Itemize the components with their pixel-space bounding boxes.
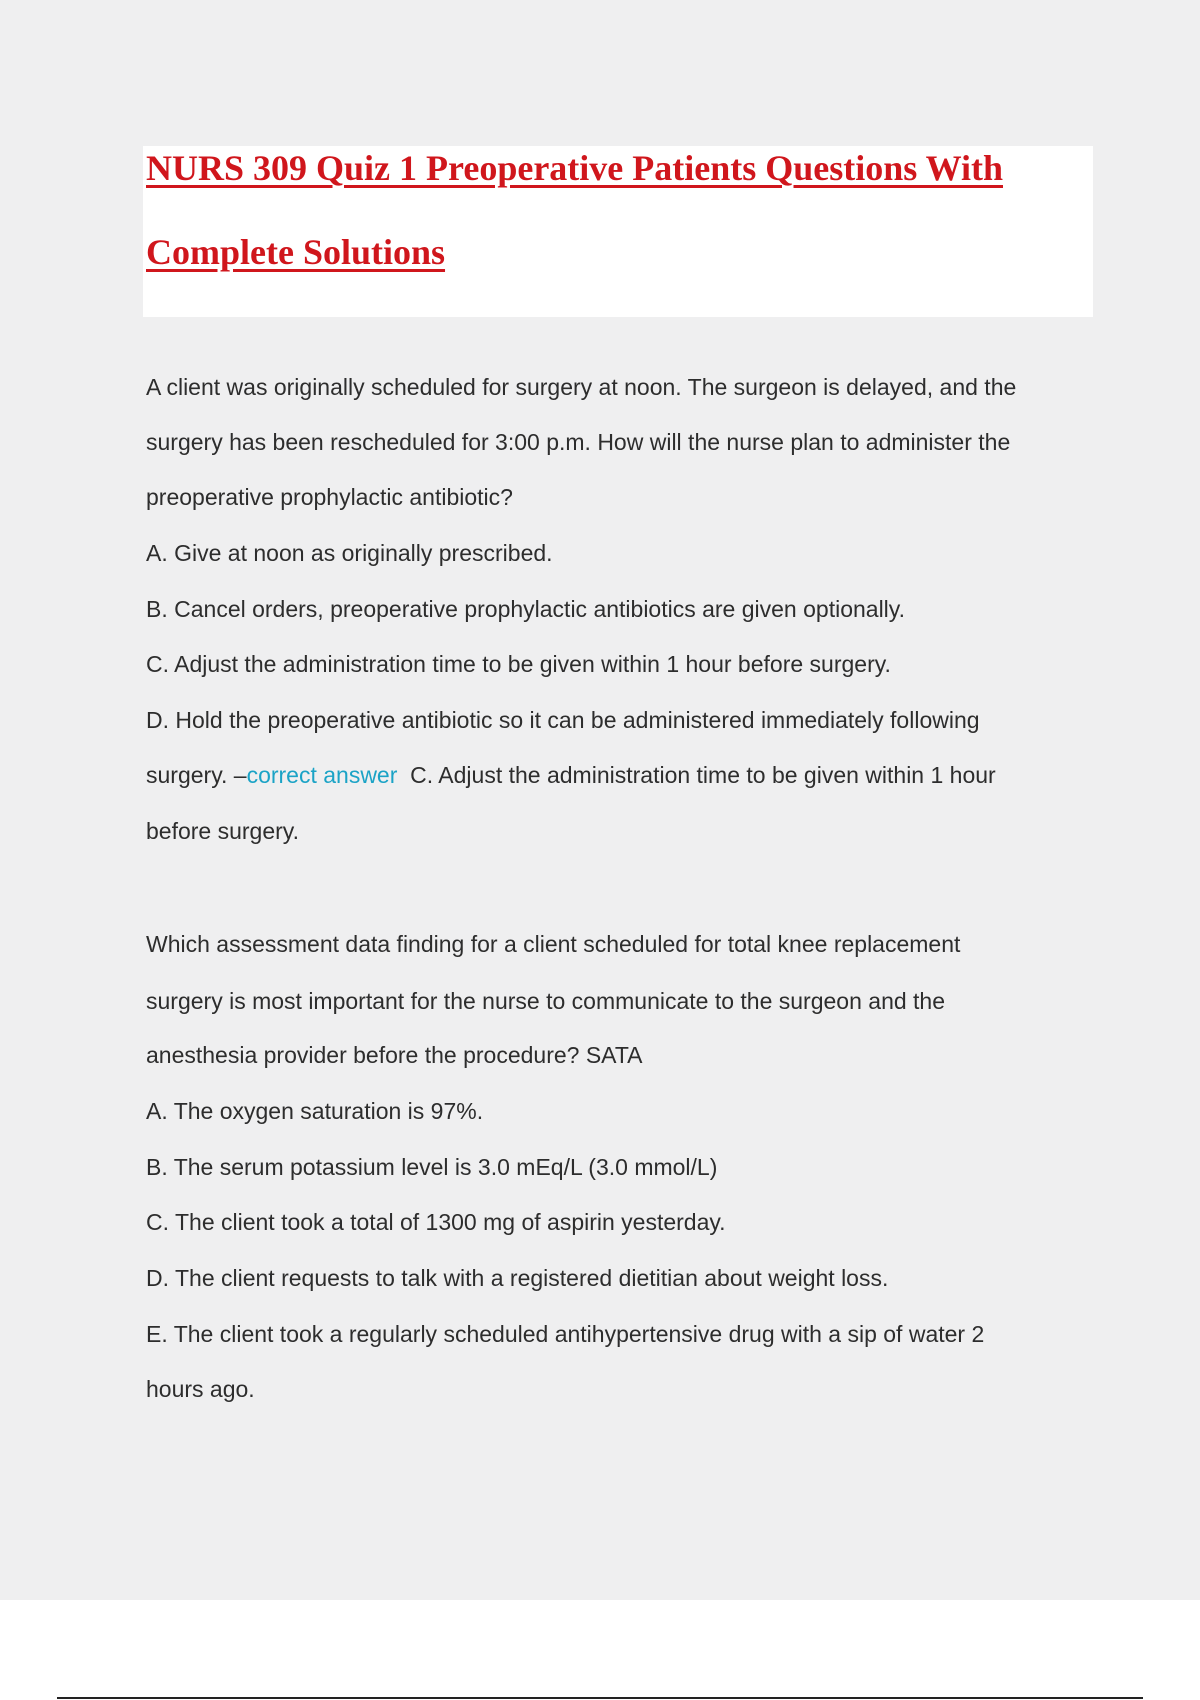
document-title-line-2: Complete Solutions [146,232,446,272]
q1-stem-line-2: surgery has been rescheduled for 3:00 p.m. How will the nurse plan to administer the [146,429,1011,455]
footer-divider [57,1697,1143,1699]
q2-option-a: A. The oxygen saturation is 97%. [146,1098,484,1124]
q1-option-b: B. Cancel orders, preoperative prophylactic antibiotics are given optionally. [146,596,905,622]
q1-answer-text-line-1: C. Adjust the administration time to be given within 1 hour [397,762,996,788]
q1-stem-line-3: preoperative prophylactic antibiotic? [146,484,513,510]
q2-stem-line-3: anesthesia provider before the procedure? SATA [146,1042,643,1068]
q1-option-c: C. Adjust the administration time to be given within 1 hour before surgery. [146,651,891,677]
q2-option-c: C. The client took a total of 1300 mg of aspirin yesterday. [146,1209,726,1235]
q2-stem-line-1: Which assessment data finding for a client scheduled for total knee replacement [146,931,961,957]
q2-option-e-line-2: hours ago. [146,1376,255,1402]
q1-stem-line-1: A client was originally scheduled for surgery at noon. The surgeon is delayed, and the [146,374,1017,400]
q1-option-a: A. Give at noon as originally prescribed. [146,540,553,566]
q2-option-b: B. The serum potassium level is 3.0 mEq/L (3.0 mmol/L) [146,1154,718,1180]
q1-answer-text-line-2: before surgery. [146,818,299,844]
page-footer-area [0,1600,1200,1700]
document-title-box [143,146,1093,317]
q2-option-d: D. The client requests to talk with a registered dietitian about weight loss. [146,1265,889,1291]
q1-option-d-line-2 [146,760,996,790]
q1-option-d-line-1: D. Hold the preoperative antibiotic so it can be administered immediately following [146,707,980,733]
q1-correct-answer-label: correct answer [246,762,398,788]
document-title-line-1: NURS 309 Quiz 1 Preoperative Patients Questions With [146,148,1003,188]
q2-option-e-line-1: E. The client took a regularly scheduled antihypertensive drug with a sip of water 2 [146,1321,985,1347]
q1-option-d-prefix: surgery. – [146,762,247,788]
q2-stem-line-2: surgery is most important for the nurse to communicate to the surgeon and the [146,988,946,1014]
